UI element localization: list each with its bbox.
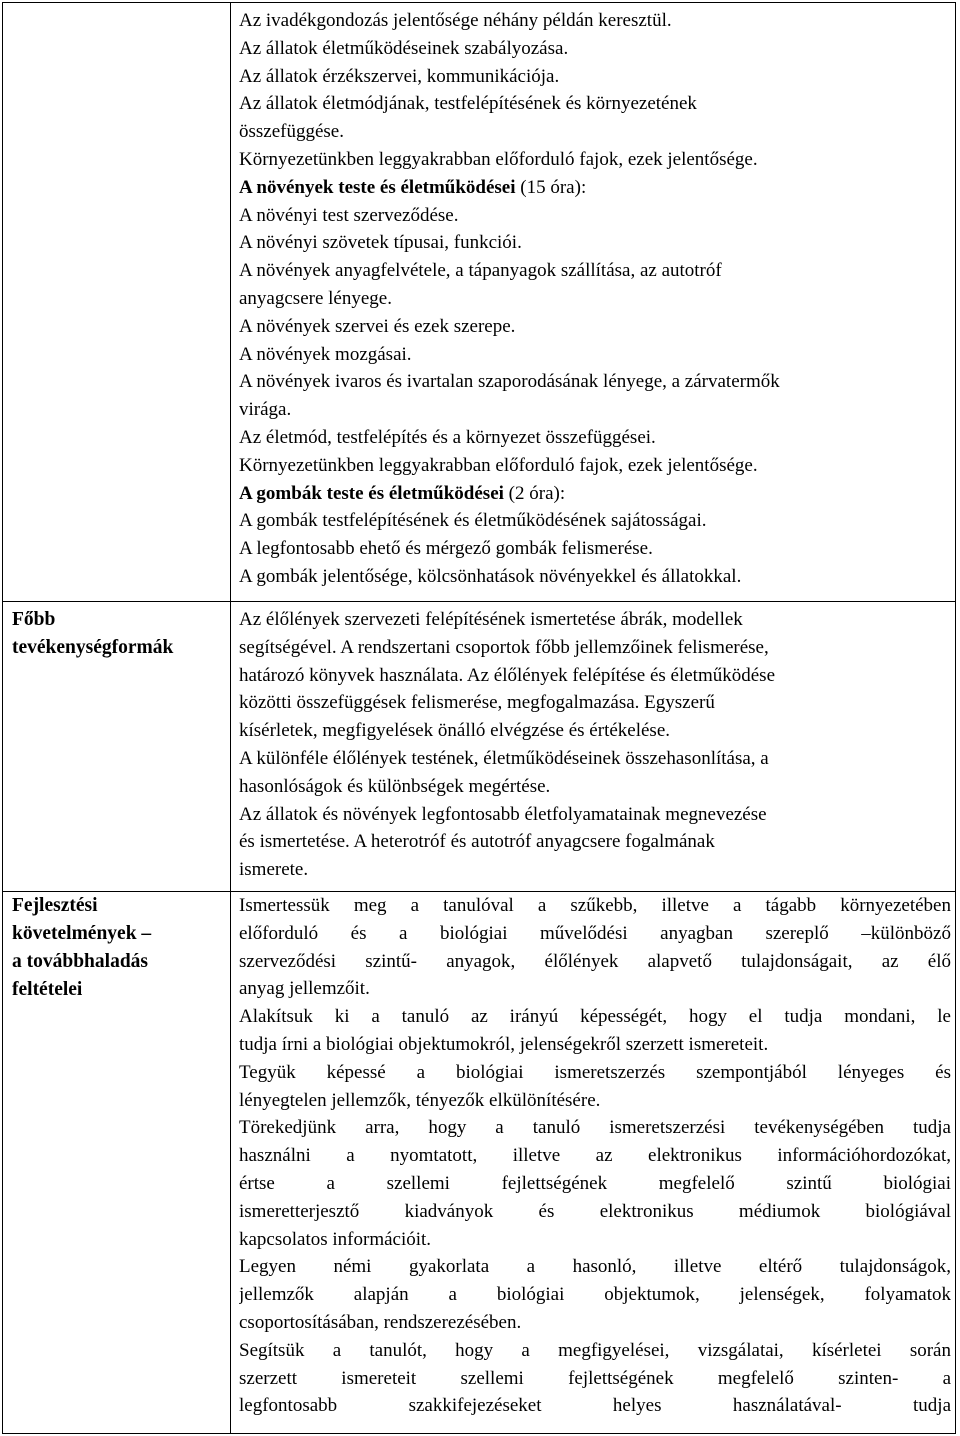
column-divider bbox=[230, 892, 231, 1433]
topic-line: Az életmód, testfelépítés és a környezet összefüggései. bbox=[239, 426, 656, 448]
text-line: értse a szellemi fejlettségének megfelelő szintű biológiai bbox=[239, 1172, 951, 1194]
topic-line: A legfontosabb ehető és mérgező gombák felismerése. bbox=[239, 538, 653, 560]
topic-line: A növények szervei és ezek szerepe. bbox=[239, 315, 516, 337]
label-line: feltételei bbox=[12, 979, 83, 1000]
topic-line: A gombák testfelépítésének és életműködésének sajátosságai. bbox=[239, 510, 707, 532]
text-line: kapcsolatos információit. bbox=[239, 1228, 432, 1250]
text-line: tudja írni a biológiai objektumokról, jelenségekről szerzett ismereteit. bbox=[239, 1033, 769, 1055]
topic-line: A növényi szövetek típusai, funkciói. bbox=[239, 232, 522, 254]
topic-line: A növényi test szerveződése. bbox=[239, 204, 459, 226]
topic-line: összefüggése. bbox=[239, 121, 344, 143]
text-line: A különféle élőlények testének, életműködéseinek összehasonlítása, a bbox=[239, 747, 769, 769]
section-heading-title: A növények teste és életműködései bbox=[239, 176, 516, 198]
activities-label bbox=[12, 606, 224, 662]
section-heading-hours: (15 óra): bbox=[520, 176, 587, 198]
text-line: jellemzők alapján a biológiai objektumok, jelenségek, folyamatok bbox=[239, 1284, 951, 1306]
text-line: Az élőlények szervezeti felépítésének ismertetése ábrák, modellek bbox=[239, 609, 743, 630]
label-line: követelmények – bbox=[12, 923, 152, 944]
section-heading-title: A gombák teste és életműködései bbox=[239, 482, 504, 504]
text-line: használni a nyomtatott, illetve az elektronikus információhordozókat, bbox=[239, 1145, 951, 1167]
requirements-content bbox=[239, 892, 951, 1420]
text-line: Segítsük a tanulót, hogy a megfigyelései, vizsgálatai, kísérletei során bbox=[239, 1339, 951, 1361]
text-line: Ismertessük meg a tanulóval a szűkebb, illetve a tágabb környezetében bbox=[239, 895, 951, 916]
topics-content bbox=[239, 7, 951, 591]
column-divider bbox=[230, 602, 231, 891]
label-line: tevékenységformák bbox=[12, 637, 174, 658]
text-line: Tegyük képessé a biológiai ismeretszerzés szempontjából lényeges és bbox=[239, 1061, 951, 1083]
topic-line: anyagcsere lényege. bbox=[239, 287, 392, 309]
text-line: hasonlóságok és különbségek megértése. bbox=[239, 775, 551, 797]
activities-row bbox=[2, 602, 956, 892]
topic-line: Környezetünkben leggyakrabban előforduló fajok, ezek jelentősége. bbox=[239, 148, 758, 170]
topic-line: A gombák jelentősége, kölcsönhatások növényekkel és állatokkal. bbox=[239, 565, 742, 587]
topic-line: Az ivadékgondozás jelentősége néhány példán keresztül. bbox=[239, 10, 672, 31]
requirements-label bbox=[12, 892, 224, 1004]
label-line: Fejlesztési bbox=[12, 895, 98, 916]
text-line: szerzett ismereteit szellemi fejlettségének megfelelő szinten- a bbox=[239, 1367, 951, 1389]
text-line: határozó könyvek használata. Az élőlények felépítése és életműködése bbox=[239, 664, 775, 686]
text-line: legfontosabb szakkifejezéseket helyes használatával- tudja bbox=[239, 1395, 951, 1417]
topic-line: Az állatok életmódjának, testfelépítésének és környezetének bbox=[239, 93, 697, 115]
text-line: kísérletek, megfigyelések önálló elvégzése és értékelése. bbox=[239, 720, 670, 742]
topic-line: A növények ivaros és ivartalan szaporodásának lényege, a zárvatermők bbox=[239, 371, 780, 393]
text-line: Legyen némi gyakorlata a hasonló, illetve eltérő tulajdonságok, bbox=[239, 1256, 951, 1278]
requirements-row bbox=[2, 892, 956, 1434]
section-heading-plants bbox=[239, 174, 951, 202]
text-line: ismerete. bbox=[239, 859, 309, 881]
topic-line: A növények mozgásai. bbox=[239, 343, 412, 365]
curriculum-page bbox=[2, 2, 956, 1434]
text-line: közötti összefüggések felismerése, megfogalmazása. Egyszerű bbox=[239, 692, 715, 714]
label-line: a továbbhaladás bbox=[12, 951, 149, 972]
text-line: csoportosításában, rendszerezésében. bbox=[239, 1311, 522, 1333]
topics-row bbox=[2, 2, 956, 602]
text-line: ismeretterjesztő kiadványok és elektronikus médiumok biológiával bbox=[239, 1200, 951, 1222]
text-line: Törekedjünk arra, hogy a tanuló ismeretszerzési tevékenységében tudja bbox=[239, 1117, 951, 1139]
topic-line: Az állatok életműködéseinek szabályozása. bbox=[239, 37, 569, 59]
text-line: és ismertetése. A heterotróf és autotróf anyagcsere fogalmának bbox=[239, 831, 715, 853]
label-line: Főbb bbox=[12, 609, 56, 630]
section-heading-fungi bbox=[239, 480, 951, 508]
section-heading-hours: (2 óra): bbox=[508, 482, 566, 504]
topic-line: A növények anyagfelvétele, a tápanyagok szállítása, az autotróf bbox=[239, 260, 722, 282]
text-line: anyag jellemzőit. bbox=[239, 978, 370, 1000]
topic-line: virága. bbox=[239, 399, 292, 421]
text-line: előforduló és a biológiai művelődési anyagban szereplő –különböző bbox=[239, 922, 951, 944]
topic-line: Az állatok érzékszervei, kommunikációja. bbox=[239, 65, 560, 87]
text-line: lényegtelen jellemzők, tényezők elkülönítésére. bbox=[239, 1089, 601, 1111]
text-line: Alakítsuk ki a tanuló az irányú képességét, hogy el tudja mondani, le bbox=[239, 1006, 951, 1028]
text-line: Az állatok és növények legfontosabb életfolyamatainak megnevezése bbox=[239, 803, 767, 825]
column-divider bbox=[230, 3, 231, 601]
text-line: szerveződési szintű- anyagok, élőlények alapvető tulajdonságait, az élő bbox=[239, 950, 951, 972]
text-line: segítségével. A rendszertani csoportok főbb jellemzőinek felismerése, bbox=[239, 636, 769, 658]
activities-content bbox=[239, 606, 951, 884]
topic-line: Környezetünkben leggyakrabban előforduló fajok, ezek jelentősége. bbox=[239, 454, 758, 476]
